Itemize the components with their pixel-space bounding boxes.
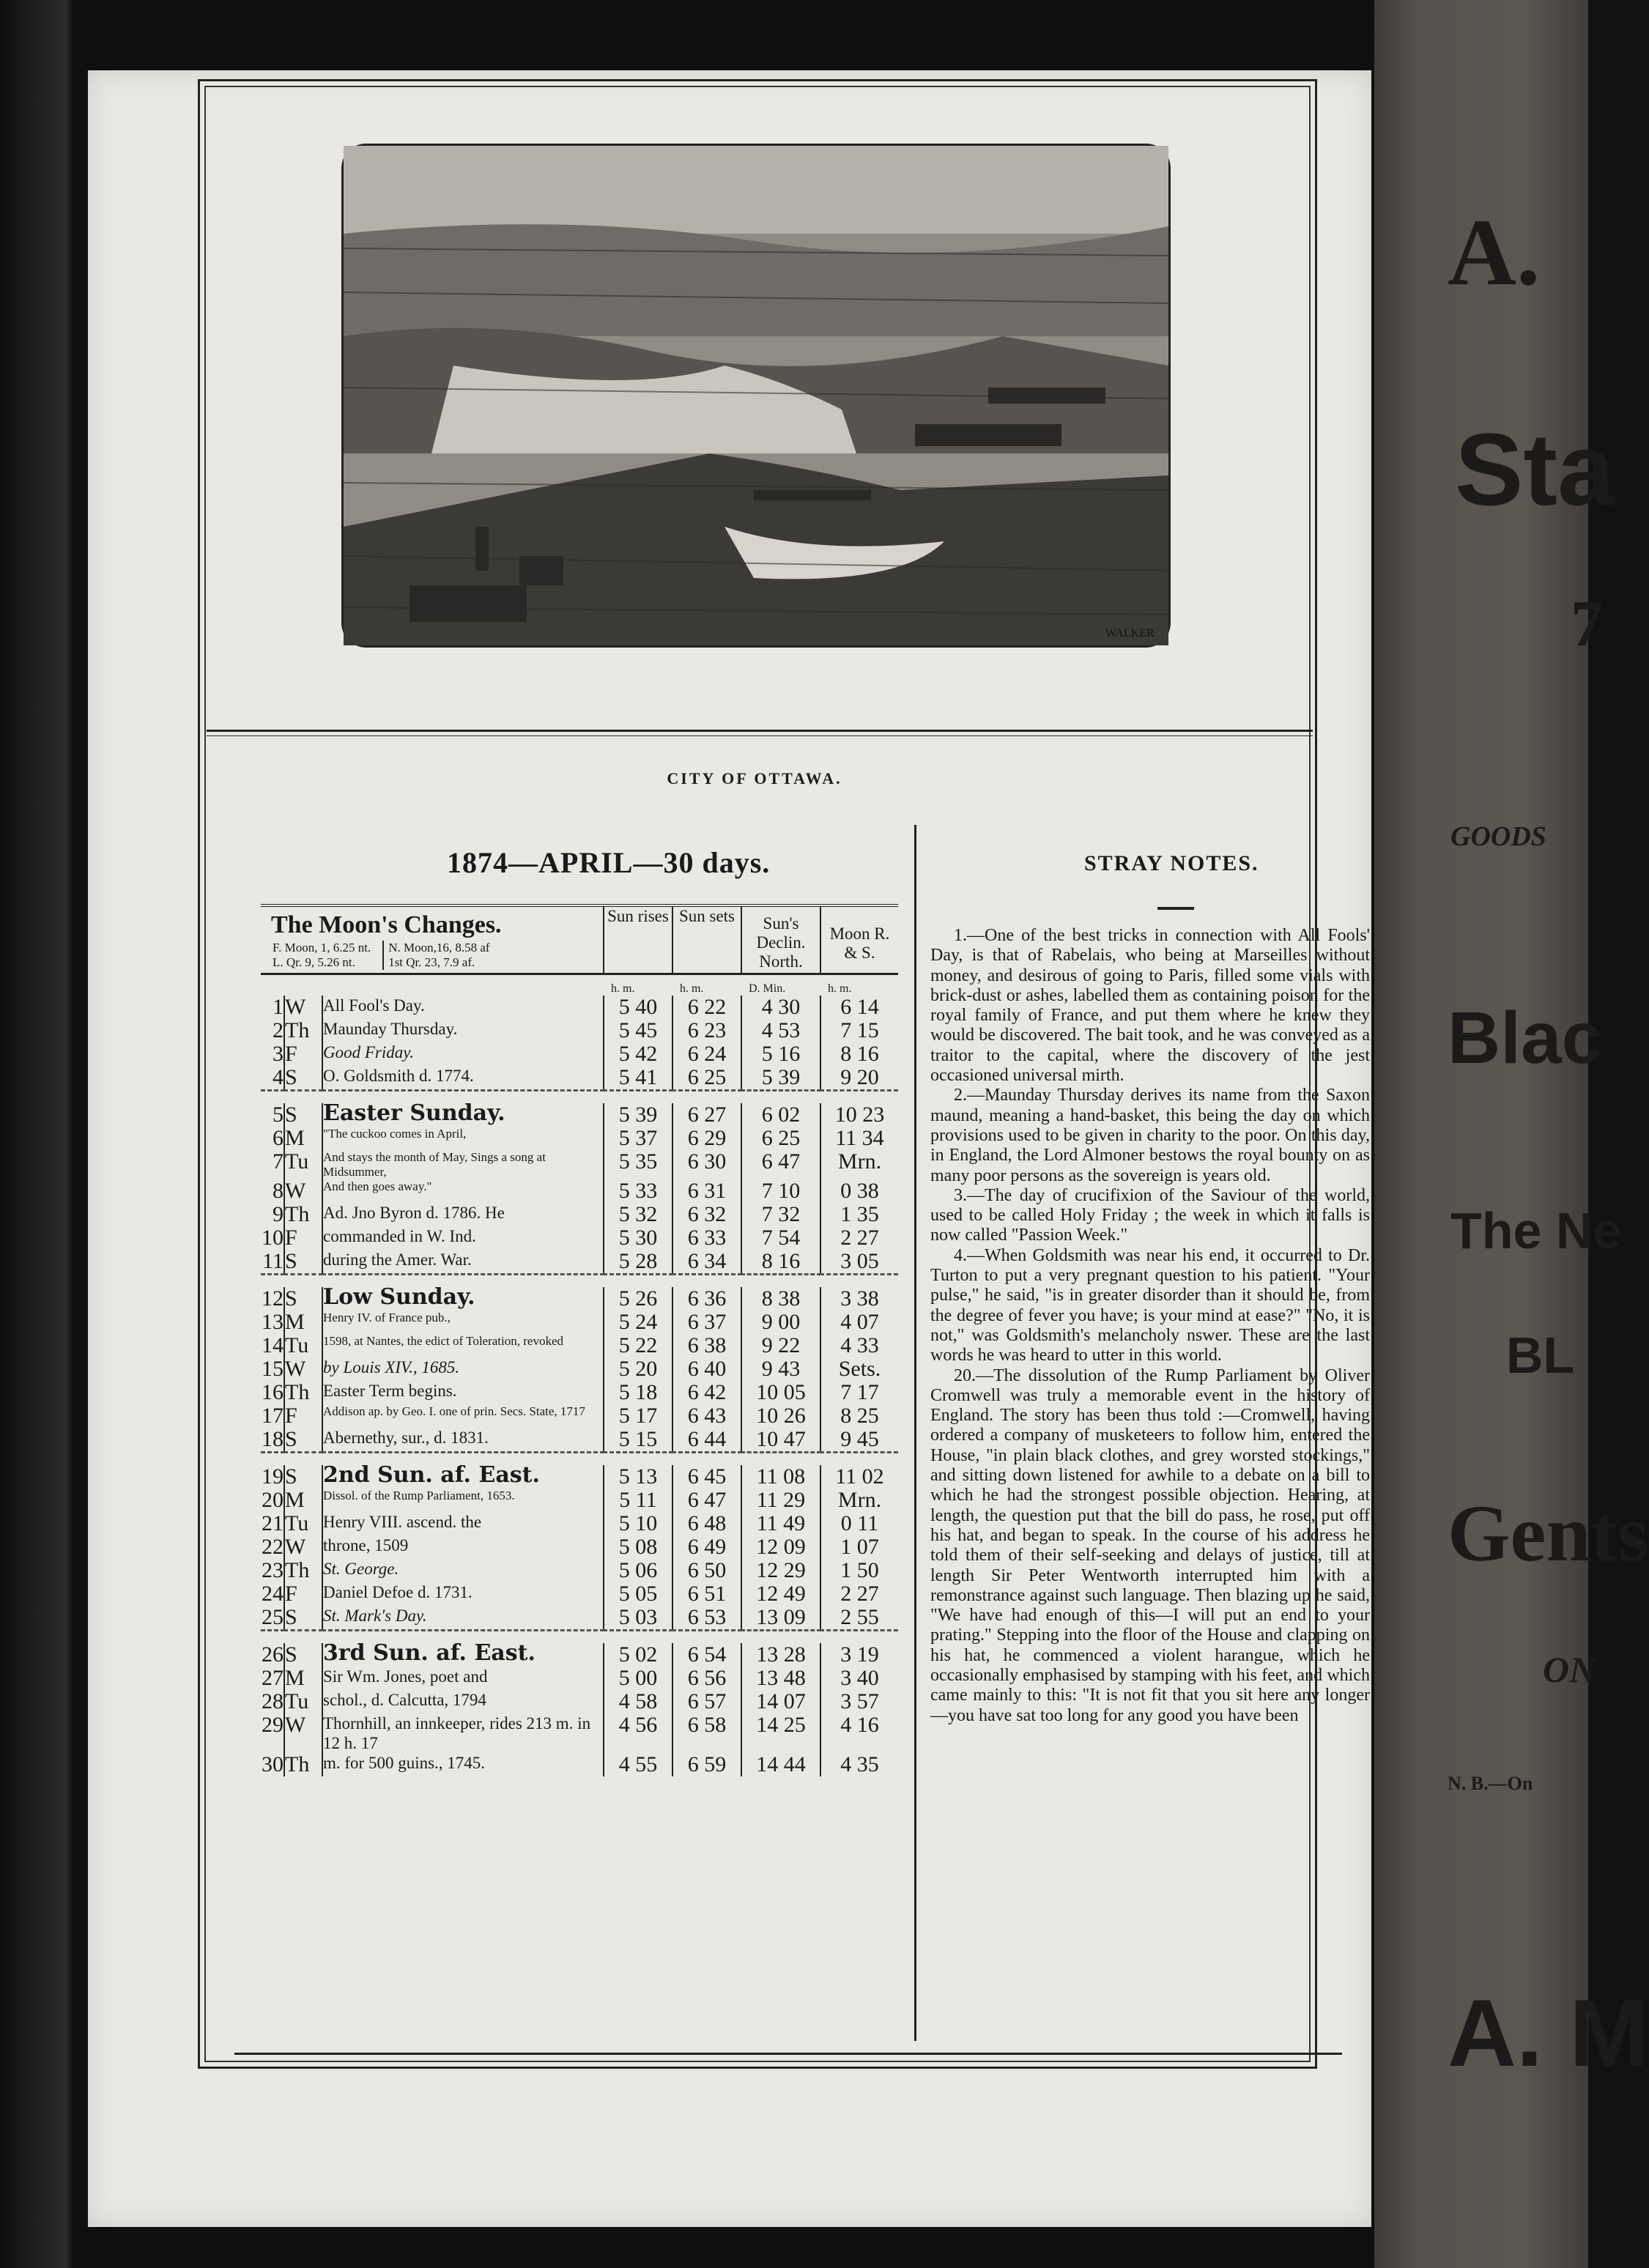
facing-text: A. M bbox=[1448, 1979, 1649, 2086]
sunrise-time: 5 45 bbox=[604, 1019, 672, 1042]
declination: 12 29 bbox=[741, 1559, 820, 1582]
note-paragraph: 4.—When Goldsmith was near his end, it occurred to Dr. Turton to put a very pregnant question to his patient. "Your pulse," he said, "is in greater disorder than it should be, from the degree of fever you have; is your mind at ease?" "No, it is not," was Goldsmith's melancholy nswer. These are the last words he was heard to utter in this world. bbox=[930, 1245, 1370, 1365]
full-moon: F. Moon, 1, 6.25 nt. bbox=[273, 941, 371, 955]
declination: 6 25 bbox=[741, 1127, 820, 1150]
sunrise-time: 5 17 bbox=[604, 1404, 672, 1428]
sunset-time: 6 42 bbox=[672, 1381, 741, 1404]
calendar-row bbox=[261, 1753, 898, 1776]
stray-notes-title: STRAY NOTES. bbox=[1084, 851, 1259, 875]
sunrise-time: 5 22 bbox=[604, 1334, 672, 1357]
sunrise-time: 5 11 bbox=[604, 1489, 672, 1512]
facing-text: BL bbox=[1506, 1327, 1575, 1384]
day-number: 15 bbox=[262, 1357, 284, 1381]
weekday: W bbox=[284, 1179, 322, 1203]
sunset-time: 6 30 bbox=[672, 1150, 741, 1179]
sunrise-time: 5 13 bbox=[604, 1465, 672, 1489]
calendar-row bbox=[261, 1559, 898, 1582]
declination: 12 49 bbox=[741, 1582, 820, 1606]
day-event: Sir Wm. Jones, poet and bbox=[323, 1667, 488, 1686]
sunrise-time: 5 10 bbox=[604, 1512, 672, 1535]
day-number: 17 bbox=[262, 1404, 284, 1428]
moon-time: 4 35 bbox=[820, 1753, 898, 1776]
day-number: 1 bbox=[273, 995, 284, 1019]
sunrise-time: 4 58 bbox=[604, 1690, 672, 1713]
last-quarter: L. Qr. 9, 5.26 nt. bbox=[273, 955, 355, 969]
ottawa-engraving bbox=[341, 144, 1171, 648]
day-number: 25 bbox=[262, 1605, 284, 1629]
note-paragraph: 1.—One of the best tricks in connection with All Fools' Day, is that of Rabelais, who being at Marseilles without money, and desirous of going to Paris, filled some vials with brick-dust or ashes, labelled them as containing poison for the royal family of France, and put them where he knew they would be discovered. The bait took, and he was conveyed as a traitor to the capital, where the discovery of the jest occasioned universal mirth. bbox=[930, 926, 1370, 1086]
calendar-row bbox=[261, 1428, 898, 1453]
moon-time: 3 38 bbox=[820, 1287, 898, 1311]
calendar-row bbox=[261, 1606, 898, 1631]
sunrise-time: 5 32 bbox=[604, 1203, 672, 1226]
sunset-time: 6 36 bbox=[672, 1287, 741, 1311]
weekday: S bbox=[284, 1643, 322, 1667]
day-number: 14 bbox=[262, 1333, 284, 1357]
day-event: schol., d. Calcutta, 1794 bbox=[323, 1691, 486, 1709]
sunrise-time: 5 35 bbox=[604, 1150, 672, 1179]
facing-text: Gents bbox=[1448, 1489, 1649, 1578]
moon-time: 8 16 bbox=[820, 1042, 898, 1066]
day-event: Abernethy, sur., d. 1831. bbox=[323, 1428, 489, 1447]
moon-time: 10 23 bbox=[820, 1103, 898, 1127]
calendar-row bbox=[261, 1127, 898, 1150]
declination: 14 07 bbox=[741, 1690, 820, 1713]
declination: 8 38 bbox=[741, 1287, 820, 1311]
weekday: M bbox=[284, 1489, 322, 1512]
sunrise-time: 5 02 bbox=[604, 1643, 672, 1667]
day-number: 28 bbox=[262, 1689, 284, 1713]
calendar-row bbox=[261, 1226, 898, 1250]
day-event: Addison ap. by Geo. I. one of prin. Secs. State, 1717 bbox=[323, 1404, 585, 1418]
moon-time: 7 17 bbox=[820, 1381, 898, 1404]
weekday: Tu bbox=[284, 1512, 322, 1535]
sunrise-time: 5 20 bbox=[604, 1357, 672, 1381]
sunset-time: 6 53 bbox=[672, 1606, 741, 1631]
calendar-title: 1874—APRIL—30 days. bbox=[447, 846, 771, 879]
sunrise-time: 5 33 bbox=[604, 1179, 672, 1203]
header-sunrise: Sun rises bbox=[604, 905, 672, 974]
declination: 14 25 bbox=[741, 1713, 820, 1753]
facing-page bbox=[1374, 0, 1649, 2268]
sunset-time: 6 24 bbox=[672, 1042, 741, 1066]
declination: 9 43 bbox=[741, 1357, 820, 1381]
weekday: W bbox=[284, 1535, 322, 1559]
sunset-time: 6 56 bbox=[672, 1667, 741, 1690]
calendar-row bbox=[261, 1582, 898, 1606]
sunrise-time: 5 41 bbox=[604, 1066, 672, 1091]
moon-time: 8 25 bbox=[820, 1404, 898, 1428]
day-event: And stays the month of May, Sings a song at Midsummer, bbox=[323, 1150, 546, 1179]
sunset-time: 6 29 bbox=[672, 1127, 741, 1150]
header-sunset: Sun sets bbox=[672, 905, 741, 974]
moon-time: 11 34 bbox=[820, 1127, 898, 1150]
sunrise-time: 5 42 bbox=[604, 1042, 672, 1066]
sunset-time: 6 31 bbox=[672, 1179, 741, 1203]
sunset-time: 6 44 bbox=[672, 1428, 741, 1453]
declination: 14 44 bbox=[741, 1753, 820, 1776]
sunrise-time: 5 26 bbox=[604, 1287, 672, 1311]
day-event: 2nd Sun. af. East. bbox=[323, 1462, 540, 1488]
day-event: St. Mark's Day. bbox=[323, 1606, 427, 1625]
note-paragraph: 2.—Maunday Thursday derives its name from the Saxon maund, meaning a hand-basket, this being the day on which provisions used to be given in charity to the poor. On this day, in England, the Lord Almoner bestows the royal bounty on as many poor persons as the sovereign is years old. bbox=[930, 1086, 1370, 1185]
header-moon: Moon R. & S. bbox=[820, 905, 898, 974]
weekday: W bbox=[284, 1357, 322, 1381]
calendar-row bbox=[261, 1465, 898, 1489]
note-paragraph: 20.—The dissolution of the Rump Parliament by Oliver Cromwell was truly a memorable event in the history of England. The story has been thus told :—Cromwell, having ordered a company of musketeers to follow him, entered the House, "in plain black clothes, and grey worsted stockings," and sitting down listened for awhile to a debate on a bill to which he had the strongest possible objection. Hearing, at length, the question put that the bill do pass, he rose, put off his hat, and began to speak. In the course of his address he told them of their self-seeking and delays of justice, till at length Sir Peter Wentworth interrupted him with a remonstrance against such language. Then blazing up he said, "We have had enough of this—I will put an end to your prating." Stepping into the floor of the House and clapping on his hat, he commenced a violent harangue, which he occasionally emphasised by stamping with his feet, and which came mainly to this: "It is not fit that you sit here any longer—you have sat too long for any good you have been bbox=[930, 1365, 1370, 1725]
moon-time: 2 27 bbox=[820, 1582, 898, 1606]
weekday: M bbox=[284, 1667, 322, 1690]
moon-time: 4 16 bbox=[820, 1713, 898, 1753]
weekday: F bbox=[284, 1226, 322, 1250]
sunrise-time: 5 03 bbox=[604, 1606, 672, 1631]
weekday: F bbox=[284, 1582, 322, 1606]
calendar-row bbox=[261, 1203, 898, 1226]
sunset-time: 6 50 bbox=[672, 1559, 741, 1582]
declination: 13 09 bbox=[741, 1606, 820, 1631]
day-number: 24 bbox=[262, 1582, 284, 1606]
declination: 11 29 bbox=[741, 1489, 820, 1512]
weekday: Th bbox=[284, 1203, 322, 1226]
weekday: Th bbox=[284, 1381, 322, 1404]
day-number: 12 bbox=[262, 1286, 284, 1311]
day-event: by Louis XIV., 1685. bbox=[323, 1358, 460, 1376]
day-event: commanded in W. Ind. bbox=[323, 1227, 476, 1245]
moon-time: Mrn. bbox=[820, 1489, 898, 1512]
sunrise-time: 4 55 bbox=[604, 1753, 672, 1776]
sunset-time: 6 32 bbox=[672, 1203, 741, 1226]
units-sunset: h. m. bbox=[680, 982, 704, 995]
day-number: 8 bbox=[273, 1179, 284, 1203]
sunset-time: 6 43 bbox=[672, 1404, 741, 1428]
declination: 11 08 bbox=[741, 1465, 820, 1489]
moon-time: 3 19 bbox=[820, 1643, 898, 1667]
weekday: S bbox=[284, 1465, 322, 1489]
day-number: 22 bbox=[262, 1535, 284, 1559]
sunset-time: 6 38 bbox=[672, 1334, 741, 1357]
day-event: And then goes away." bbox=[323, 1179, 432, 1193]
day-event: All Fool's Day. bbox=[323, 996, 425, 1015]
moon-time: 4 07 bbox=[820, 1311, 898, 1334]
day-event: Maunday Thursday. bbox=[323, 1020, 458, 1038]
day-event: St. George. bbox=[323, 1560, 399, 1578]
weekday: S bbox=[284, 1428, 322, 1453]
day-event: during the Amer. War. bbox=[323, 1250, 472, 1269]
engraver-signature: WALKER bbox=[1105, 627, 1155, 640]
facing-text: N. B.—On bbox=[1448, 1773, 1533, 1794]
sunset-time: 6 57 bbox=[672, 1690, 741, 1713]
moon-time: 1 50 bbox=[820, 1559, 898, 1582]
almanac-page bbox=[88, 70, 1371, 2227]
day-number: 10 bbox=[262, 1226, 284, 1250]
weekday: M bbox=[284, 1127, 322, 1150]
facing-text: A. bbox=[1448, 200, 1541, 305]
sunrise-time: 5 28 bbox=[604, 1250, 672, 1275]
rule bbox=[207, 730, 1313, 732]
day-event: Henry VIII. ascend. the bbox=[323, 1513, 482, 1531]
title-dash bbox=[1157, 907, 1194, 910]
weekday: M bbox=[284, 1311, 322, 1334]
declination: 9 22 bbox=[741, 1334, 820, 1357]
declination: 6 47 bbox=[741, 1150, 820, 1179]
calendar-row bbox=[261, 1357, 898, 1381]
sunset-time: 6 54 bbox=[672, 1643, 741, 1667]
declination: 13 28 bbox=[741, 1643, 820, 1667]
sunrise-time: 5 18 bbox=[604, 1381, 672, 1404]
weekday: Tu bbox=[284, 1150, 322, 1179]
facing-text: Blac bbox=[1448, 997, 1603, 1079]
weekday: F bbox=[284, 1042, 322, 1066]
day-event: 1598, at Nantes, the edict of Toleration, revoked bbox=[323, 1334, 564, 1348]
moon-time: Sets. bbox=[820, 1357, 898, 1381]
moon-time: 4 33 bbox=[820, 1334, 898, 1357]
day-number: 4 bbox=[273, 1065, 284, 1089]
illustration-caption: CITY OF OTTAWA. bbox=[667, 769, 842, 788]
moon-time: 7 15 bbox=[820, 1019, 898, 1042]
calendar-row bbox=[261, 1713, 898, 1753]
calendar-row bbox=[261, 1250, 898, 1275]
calendar-row bbox=[261, 1535, 898, 1559]
new-moon: N. Moon,16, 8.58 af bbox=[388, 941, 490, 955]
sunset-time: 6 34 bbox=[672, 1250, 741, 1275]
facing-text: ON bbox=[1543, 1649, 1596, 1690]
sunset-time: 6 48 bbox=[672, 1512, 741, 1535]
calendar-row bbox=[261, 1690, 898, 1713]
bottom-rule bbox=[234, 2053, 1342, 2055]
calendar-row bbox=[261, 1287, 898, 1311]
day-number: 18 bbox=[262, 1427, 284, 1451]
weekday: S bbox=[284, 1606, 322, 1631]
declination: 10 05 bbox=[741, 1381, 820, 1404]
weekday: F bbox=[284, 1404, 322, 1428]
day-number: 20 bbox=[262, 1488, 284, 1512]
calendar-row bbox=[261, 996, 898, 1019]
day-number: 23 bbox=[262, 1558, 284, 1582]
sunrise-time: 4 56 bbox=[604, 1713, 672, 1753]
day-event: Thornhill, an innkeeper, rides 213 m. in 12 h. 17 bbox=[323, 1714, 591, 1752]
sunrise-time: 5 24 bbox=[604, 1311, 672, 1334]
stray-notes-body bbox=[930, 926, 1370, 1726]
moon-time: 11 02 bbox=[820, 1465, 898, 1489]
rule bbox=[207, 735, 1313, 736]
declination: 8 16 bbox=[741, 1250, 820, 1275]
facing-text: The Ne bbox=[1450, 1202, 1622, 1259]
declination: 7 32 bbox=[741, 1203, 820, 1226]
sunset-time: 6 58 bbox=[672, 1713, 741, 1753]
sunrise-time: 5 08 bbox=[604, 1535, 672, 1559]
declination: 11 49 bbox=[741, 1512, 820, 1535]
day-event: Dissol. of the Rump Parliament, 1653. bbox=[323, 1489, 515, 1502]
day-number: 26 bbox=[262, 1642, 284, 1667]
declination: 4 53 bbox=[741, 1019, 820, 1042]
day-event: Easter Sunday. bbox=[323, 1100, 505, 1126]
weekday: Tu bbox=[284, 1334, 322, 1357]
sunrise-time: 5 39 bbox=[604, 1103, 672, 1127]
declination: 5 39 bbox=[741, 1066, 820, 1091]
moon-changes-heading: The Moon's Changes. bbox=[271, 911, 502, 938]
moon-time: 1 35 bbox=[820, 1203, 898, 1226]
weekday: W bbox=[284, 996, 322, 1019]
sunrise-time: 5 00 bbox=[604, 1667, 672, 1690]
declination: 5 16 bbox=[741, 1042, 820, 1066]
moon-time: 6 14 bbox=[820, 996, 898, 1019]
declination: 7 10 bbox=[741, 1179, 820, 1203]
day-number: 27 bbox=[262, 1666, 284, 1690]
weekday: S bbox=[284, 1103, 322, 1127]
declination: 6 02 bbox=[741, 1103, 820, 1127]
units-sunrise: h. m. bbox=[611, 982, 635, 995]
weekday: S bbox=[284, 1066, 322, 1091]
weekday: Th bbox=[284, 1753, 322, 1776]
day-number: 3 bbox=[273, 1042, 284, 1066]
day-number: 30 bbox=[262, 1752, 284, 1776]
calendar-row bbox=[261, 1643, 898, 1667]
declination: 10 26 bbox=[741, 1404, 820, 1428]
moon-time: Mrn. bbox=[820, 1150, 898, 1179]
facing-text: 7 bbox=[1571, 588, 1604, 660]
day-number: 19 bbox=[262, 1464, 284, 1489]
calendar-row bbox=[261, 1311, 898, 1334]
facing-text: GOODS bbox=[1450, 821, 1546, 852]
calendar-row bbox=[261, 1512, 898, 1535]
calendar-row bbox=[261, 1381, 898, 1404]
declination: 10 47 bbox=[741, 1428, 820, 1453]
day-number: 21 bbox=[262, 1511, 284, 1535]
sunrise-time: 5 30 bbox=[604, 1226, 672, 1250]
day-number: 11 bbox=[262, 1249, 284, 1273]
sunrise-time: 5 05 bbox=[604, 1582, 672, 1606]
declination: 13 48 bbox=[741, 1667, 820, 1690]
day-number: 13 bbox=[262, 1310, 284, 1334]
sunset-time: 6 45 bbox=[672, 1465, 741, 1489]
calendar-row bbox=[261, 1042, 898, 1066]
calendar-row bbox=[261, 1334, 898, 1357]
moon-time: 2 27 bbox=[820, 1226, 898, 1250]
column-separator bbox=[914, 825, 916, 2041]
moon-time: 3 57 bbox=[820, 1690, 898, 1713]
day-number: 2 bbox=[273, 1018, 284, 1042]
moon-time: 0 38 bbox=[820, 1179, 898, 1203]
sunset-time: 6 27 bbox=[672, 1103, 741, 1127]
weekday: S bbox=[284, 1287, 322, 1311]
day-number: 5 bbox=[273, 1102, 284, 1127]
day-event: Good Friday. bbox=[323, 1043, 414, 1061]
calendar-row bbox=[261, 1066, 898, 1091]
calendar-row bbox=[261, 1179, 898, 1203]
weekday: Th bbox=[284, 1019, 322, 1042]
sunset-time: 6 59 bbox=[672, 1753, 741, 1776]
day-number: 9 bbox=[273, 1202, 284, 1226]
day-event: Easter Term begins. bbox=[323, 1382, 457, 1400]
day-event: Daniel Defoe d. 1731. bbox=[323, 1583, 473, 1601]
day-event: O. Goldsmith d. 1774. bbox=[323, 1067, 474, 1085]
calendar-row bbox=[261, 1404, 898, 1428]
note-paragraph: 3.—The day of crucifixion of the Saviour of the world, used to be called Holy Friday ; the week in which it falls is now called "Passion Week." bbox=[930, 1185, 1370, 1245]
sunset-time: 6 25 bbox=[672, 1066, 741, 1091]
day-event: 3rd Sun. af. East. bbox=[323, 1640, 536, 1666]
first-quarter: 1st Qr. 23, 7.9 af. bbox=[388, 955, 475, 969]
declination: 7 54 bbox=[741, 1226, 820, 1250]
declination: 4 30 bbox=[741, 996, 820, 1019]
sunset-time: 6 40 bbox=[672, 1357, 741, 1381]
moon-time: 9 45 bbox=[820, 1428, 898, 1453]
units-moon: h. m. bbox=[828, 982, 852, 995]
sunset-time: 6 47 bbox=[672, 1489, 741, 1512]
sunset-time: 6 22 bbox=[672, 996, 741, 1019]
calendar-row bbox=[261, 1489, 898, 1512]
declination: 9 00 bbox=[741, 1311, 820, 1334]
calendar-row bbox=[261, 1150, 898, 1179]
moon-time: 2 55 bbox=[820, 1606, 898, 1631]
sunrise-time: 5 37 bbox=[604, 1127, 672, 1150]
day-event: Ad. Jno Byron d. 1786. He bbox=[323, 1204, 505, 1222]
day-event: m. for 500 guins., 1745. bbox=[323, 1754, 486, 1772]
day-event: throne, 1509 bbox=[323, 1536, 409, 1554]
sunset-time: 6 37 bbox=[672, 1311, 741, 1334]
moon-time: 3 40 bbox=[820, 1667, 898, 1690]
day-event: Low Sunday. bbox=[323, 1284, 475, 1310]
sunrise-time: 5 40 bbox=[604, 996, 672, 1019]
day-number: 29 bbox=[262, 1713, 284, 1737]
april-calendar bbox=[261, 904, 898, 1776]
day-number: 6 bbox=[273, 1126, 284, 1150]
calendar-row bbox=[261, 1103, 898, 1127]
weekday: S bbox=[284, 1250, 322, 1275]
sunrise-time: 5 06 bbox=[604, 1559, 672, 1582]
day-event: Henry IV. of France pub., bbox=[323, 1311, 451, 1324]
sunrise-time: 5 15 bbox=[604, 1428, 672, 1453]
moon-time: 3 05 bbox=[820, 1250, 898, 1275]
sunset-time: 6 23 bbox=[672, 1019, 741, 1042]
declination: 12 09 bbox=[741, 1535, 820, 1559]
sunset-time: 6 51 bbox=[672, 1582, 741, 1606]
calendar-row bbox=[261, 1667, 898, 1690]
moon-time: 1 07 bbox=[820, 1535, 898, 1559]
sunset-time: 6 33 bbox=[672, 1226, 741, 1250]
units-declination: D. Min. bbox=[749, 982, 786, 995]
header-declination: Sun's Declin. North. bbox=[741, 905, 820, 974]
facing-text: Sta bbox=[1455, 412, 1615, 527]
weekday: Th bbox=[284, 1559, 322, 1582]
calendar-row bbox=[261, 1019, 898, 1042]
day-event: "The cuckoo comes in April, bbox=[323, 1127, 467, 1141]
day-number: 7 bbox=[273, 1149, 284, 1174]
moon-time: 0 11 bbox=[820, 1512, 898, 1535]
weekday: Tu bbox=[284, 1690, 322, 1713]
weekday: W bbox=[284, 1713, 322, 1753]
day-number: 16 bbox=[262, 1380, 284, 1404]
moon-time: 9 20 bbox=[820, 1066, 898, 1091]
sunset-time: 6 49 bbox=[672, 1535, 741, 1559]
